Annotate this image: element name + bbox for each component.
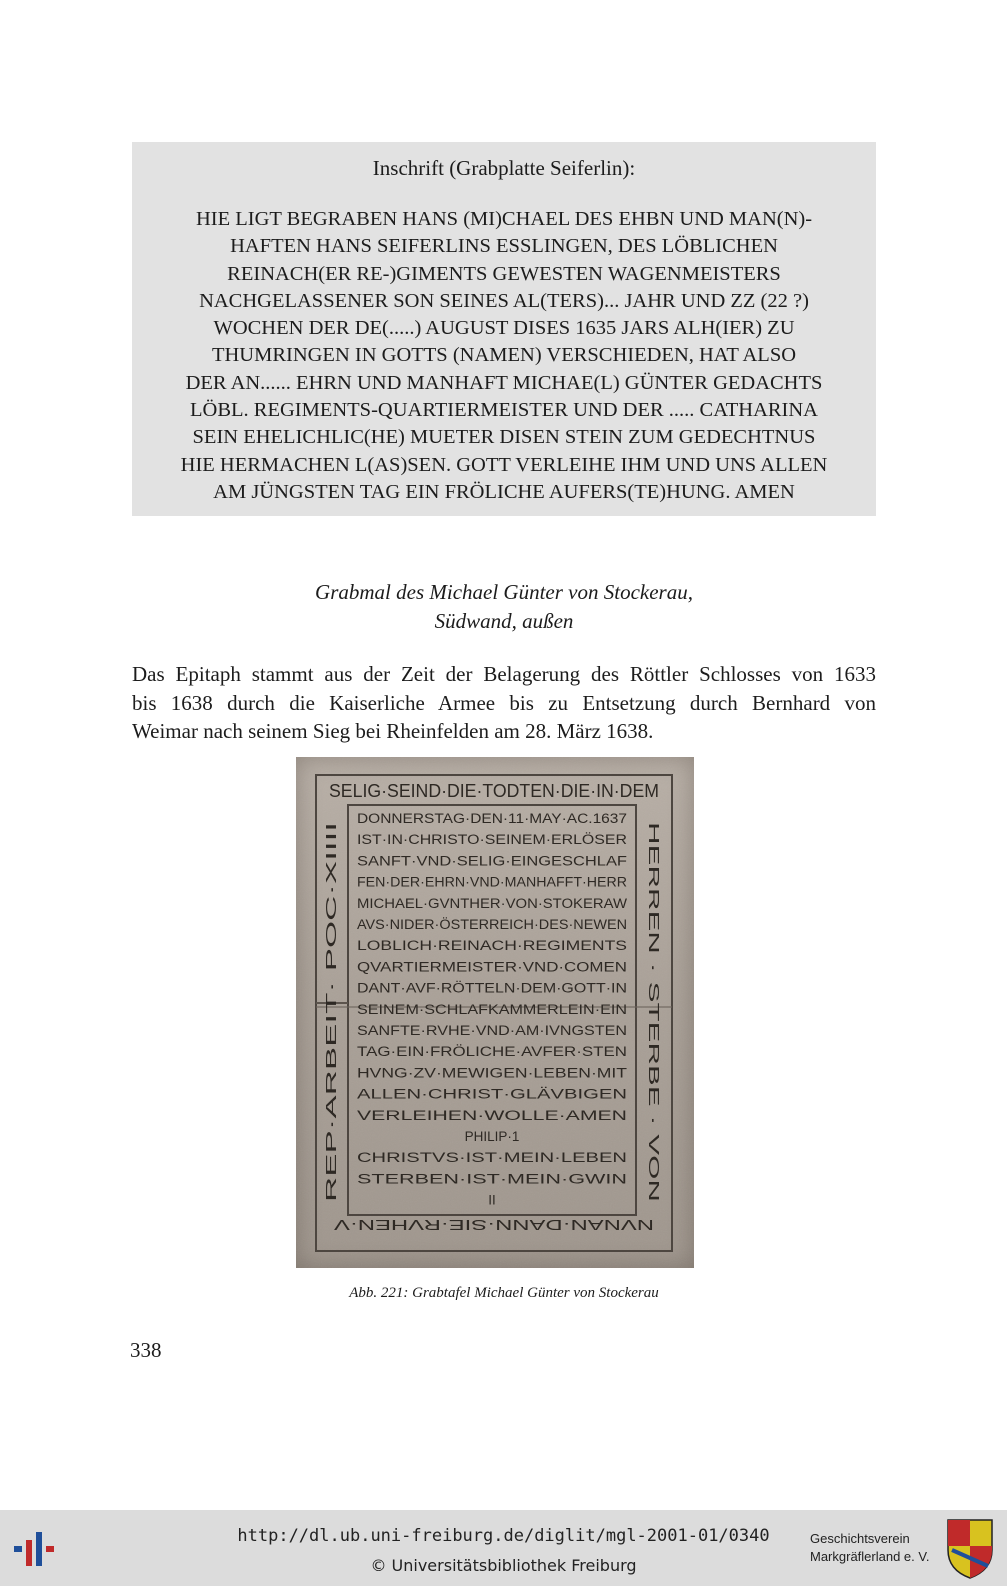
page-number: 338	[130, 1338, 162, 1362]
tablet-line: II	[488, 1192, 496, 1208]
inscription-line: SEIN EHELICHLIC(HE) MUETER DISEN STEIN ZUM GEDECHTNUS	[192, 426, 816, 449]
inscription-line: NACHGELASSENER SON SEINES AL(TERS)... JAHR UND ZZ (22 ?)	[199, 289, 809, 312]
tablet-line: IST·IN·CHRISTO·SEINEM·ERLÖSER	[357, 832, 628, 848]
tablet-line: ALLEN·CHRIST·GLÄVBIGEN	[357, 1086, 627, 1102]
inscription-line: WOCHEN DER DE(.....) AUGUST DISES 1635 JARS ALH(IER) ZU	[213, 317, 795, 340]
tablet-line: AVS·NIDER·ÖSTERREICH·DES·NEWEN	[357, 917, 627, 932]
grave-tablet-photo	[296, 757, 694, 1268]
tablet-line: SANFTE·RVHE·VND·AM·IVNGSTEN	[357, 1023, 627, 1038]
coat-of-arms-icon	[944, 1516, 996, 1585]
body-paragraph	[132, 660, 876, 746]
inscription-line: LÖBL. REGIMENTS-QUARTIERMEISTER UND DER ..... CATHARINA	[190, 399, 818, 422]
figure-caption: Abb. 221: Grabtafel Michael Günter von Stockerau	[349, 1285, 659, 1301]
tablet-line: DANT·AVF·RÖTTELN·DEM·GOTT·IN	[357, 980, 627, 996]
tablet-line: HVNG·ZV·MEWIGEN·LEBEN·MIT	[357, 1065, 627, 1081]
body-line: Weimar nach seinem Sieg bei Rheinfelden am 28. März 1638.	[132, 719, 654, 743]
inscription-line: REINACH(ER RE-)GIMENTS GEWESTEN WAGENMEISTERS	[227, 262, 781, 285]
inscription-line: HAFTEN HANS SEIFERLINS ESSLINGEN, DES LÖBLICHEN	[230, 235, 778, 258]
footer-url-link[interactable]: http://dl.ub.uni-freiburg.de/diglit/mgl-2001-01/0340	[237, 1526, 770, 1546]
tablet-bottom-border: NVNAN·DANN·SIE·RVHEN·V	[334, 1216, 654, 1233]
inscription-line: HIE LIGT BEGRABEN HANS (MI)CHAEL DES EHBN UND MAN(N)-	[195, 208, 813, 230]
tablet-right-border: HERREN · STERBE · VON	[645, 822, 662, 1005]
caption-line: Südwand, außen	[434, 609, 574, 633]
tablet-line: SEINEM·SCHLAFKAMMERLEIN·EIN	[357, 1001, 627, 1017]
body-line: bis 1638 durch die Kaiserliche Armee bis zu Entsetzung durch Bernhard von	[132, 690, 876, 715]
society-name	[810, 1530, 929, 1566]
inscription-text	[132, 206, 876, 506]
inscription-title: Inschrift (Grabplatte Seiferlin):	[372, 156, 636, 180]
society-line: Geschichtsverein	[810, 1531, 910, 1546]
footer-bar	[0, 1510, 1007, 1586]
tablet-line: STERBEN·IST·MEIN·GWIN	[357, 1171, 627, 1187]
tablet-line: CHRISTVS·IST·MEIN·LEBEN	[357, 1150, 627, 1166]
body-line: Das Epitaph stammt aus der Zeit der Belagerung des Röttler Schlosses von 1633	[132, 662, 876, 686]
tablet-line: DONNERSTAG·DEN·11·MAY·AC.1637	[357, 811, 627, 826]
tablet-line: PHILIP·1	[464, 1129, 520, 1144]
tablet-line: MICHAEL·GVNTHER·VON·STOKERAW	[357, 895, 628, 911]
inscription-line: THUMRINGEN IN GOTTS (NAMEN) VERSCHIEDEN, HAT ALSO	[211, 344, 797, 367]
tablet-line: VERLEIHEN·WOLLE·AMEN	[357, 1107, 627, 1123]
tablet-left-border: REP·ARBEIT· POC·XIIII	[323, 1038, 340, 1202]
inscription-line: AM JÜNGSTEN TAG EIN FRÖLICHE AUFERS(TE)HUNG. AMEN	[213, 480, 795, 503]
tablet-line: SANFT·VND·SELIG·EINGESCHLAF	[357, 853, 627, 869]
caption-line: Grabmal des Michael Günter von Stockerau,	[315, 580, 693, 604]
tablet-line: FEN·DER·EHRN·VND·MANHAFFT·HERR	[357, 874, 628, 890]
society-line: Markgräflerland e. V.	[810, 1549, 930, 1564]
tablet-line: LOBLICH·REINACH·REGIMENTS	[357, 938, 627, 954]
inscription-box	[132, 142, 876, 516]
footer-copyright: © Universitätsbibliothek Freiburg	[370, 1556, 637, 1575]
section-caption	[132, 578, 876, 636]
tablet-engraving	[296, 757, 694, 1268]
tablet-top-border: SELIG·SEIND·DIE·TODTEN·DIE·IN·DEM	[329, 781, 659, 801]
inscription-line: HIE HERMACHEN L(AS)SEN. GOTT VERLEIHE IHM UND UNS ALLEN	[180, 453, 828, 476]
tablet-line: QVARTIERMEISTER·VND·COMEN	[357, 959, 627, 975]
tablet-line: TAG·EIN·FRÖLICHE·AVFER·STEN	[357, 1044, 627, 1060]
inscription-line: DER AN...... EHRN UND MANHAFT MICHAE(L) GÜNTER GEDACHTS	[185, 371, 823, 394]
